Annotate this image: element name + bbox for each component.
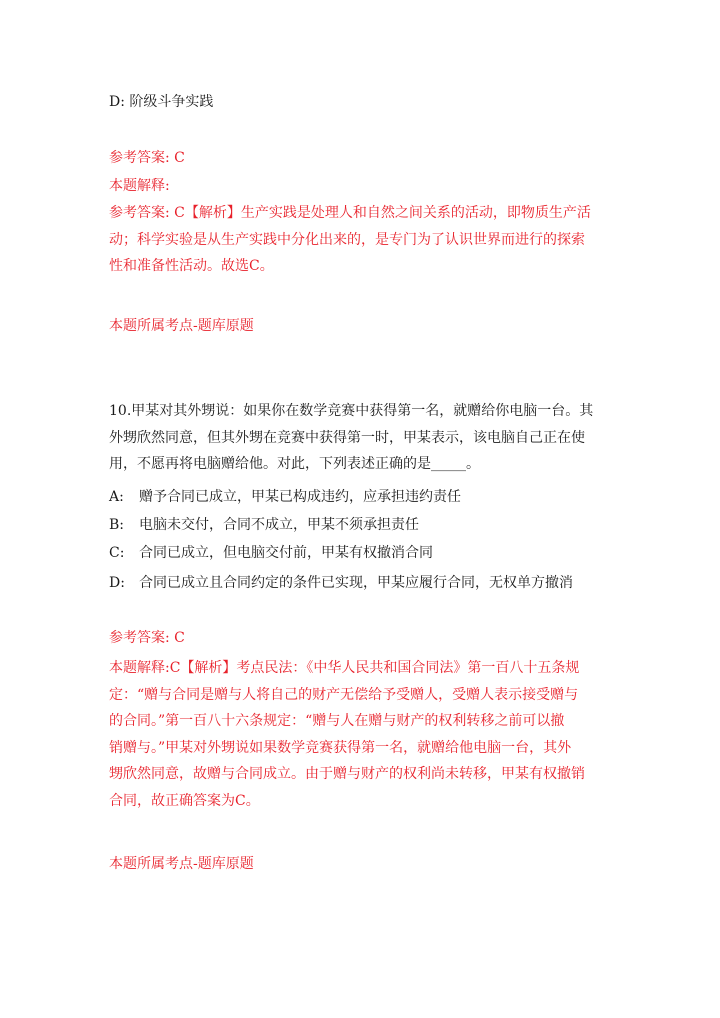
explanation-line: 参考答案: C【解析】生产实践是处理人和自然之间关系的活动，即物质生产活 <box>109 205 591 221</box>
explanation-line: 甥欣然同意，故赠与合同成立。由于赠与财产的权利尚未转移，甲某有权撤销 <box>109 766 585 782</box>
option-a-label: A: <box>109 489 124 505</box>
explanation-paragraph <box>109 200 609 280</box>
option-a <box>109 487 461 507</box>
source-label: 本题所属考点-题库原题 <box>109 856 254 872</box>
option-d <box>109 573 573 593</box>
explanation-line: 性和准备性活动。故选C。 <box>109 258 274 274</box>
option-b-text: 电脑未交付，合同不成立，甲某不须承担责任 <box>139 517 419 533</box>
source-label: 本题所属考点-题库原题 <box>109 318 254 334</box>
option-c <box>109 543 433 563</box>
option-c-text: 合同已成立，但电脑交付前，甲某有权撤消合同 <box>139 545 433 561</box>
explanation-line: 的合同。”第一百八十六条规定：“赠与人在赠与财产的权利转移之前可以撤 <box>109 713 565 729</box>
question-stem-line: 用，不愿再将电脑赠给他。对此，下列表述正确的是_____。 <box>109 456 480 472</box>
answer-label: 参考答案: C <box>109 150 185 166</box>
question-stem-line: 外甥欣然同意，但其外甥在竞赛中获得第一时，甲某表示，该电脑自己正在使 <box>109 429 585 446</box>
option-c-label: C: <box>109 545 125 561</box>
option-d: D: 阶级斗争实践 <box>109 94 214 110</box>
question-stem <box>109 398 609 478</box>
explanation-label: 本题解释: <box>109 178 170 194</box>
option-d-label: D: <box>109 575 125 591</box>
explanation-line: 合同，故正确答案为C。 <box>109 792 260 809</box>
option-d-text: 合同已成立且合同约定的条件已实现，甲某应履行合同，无权单方撤消 <box>139 575 573 591</box>
question-stem-line: 10.甲某对其外甥说：如果你在数学竞赛中获得第一名，就赠给你电脑一台。其 <box>109 403 594 419</box>
explanation-line: 定：“赠与合同是赠与人将自己的财产无偿给予受赠人，受赠人表示接受赠与 <box>109 686 579 703</box>
option-b-label: B: <box>109 517 125 533</box>
option-b <box>109 515 419 535</box>
explanation-line: 本题解释:C【解析】考点民法：《中华人民共和国合同法》第一百八十五条规 <box>109 660 580 676</box>
explanation-line: 销赠与。”甲某对外甥说如果数学竞赛获得第一名，就赠给他电脑一台，其外 <box>109 739 572 756</box>
explanation-line: 动；科学实验是从生产实践中分化出来的，是专门为了认识世界而进行的探索 <box>109 231 585 248</box>
explanation-paragraph <box>109 655 609 814</box>
answer-label: 参考答案: C <box>109 630 185 646</box>
option-a-text: 赠予合同已成立，甲某已构成违约，应承担违约责任 <box>139 489 461 505</box>
